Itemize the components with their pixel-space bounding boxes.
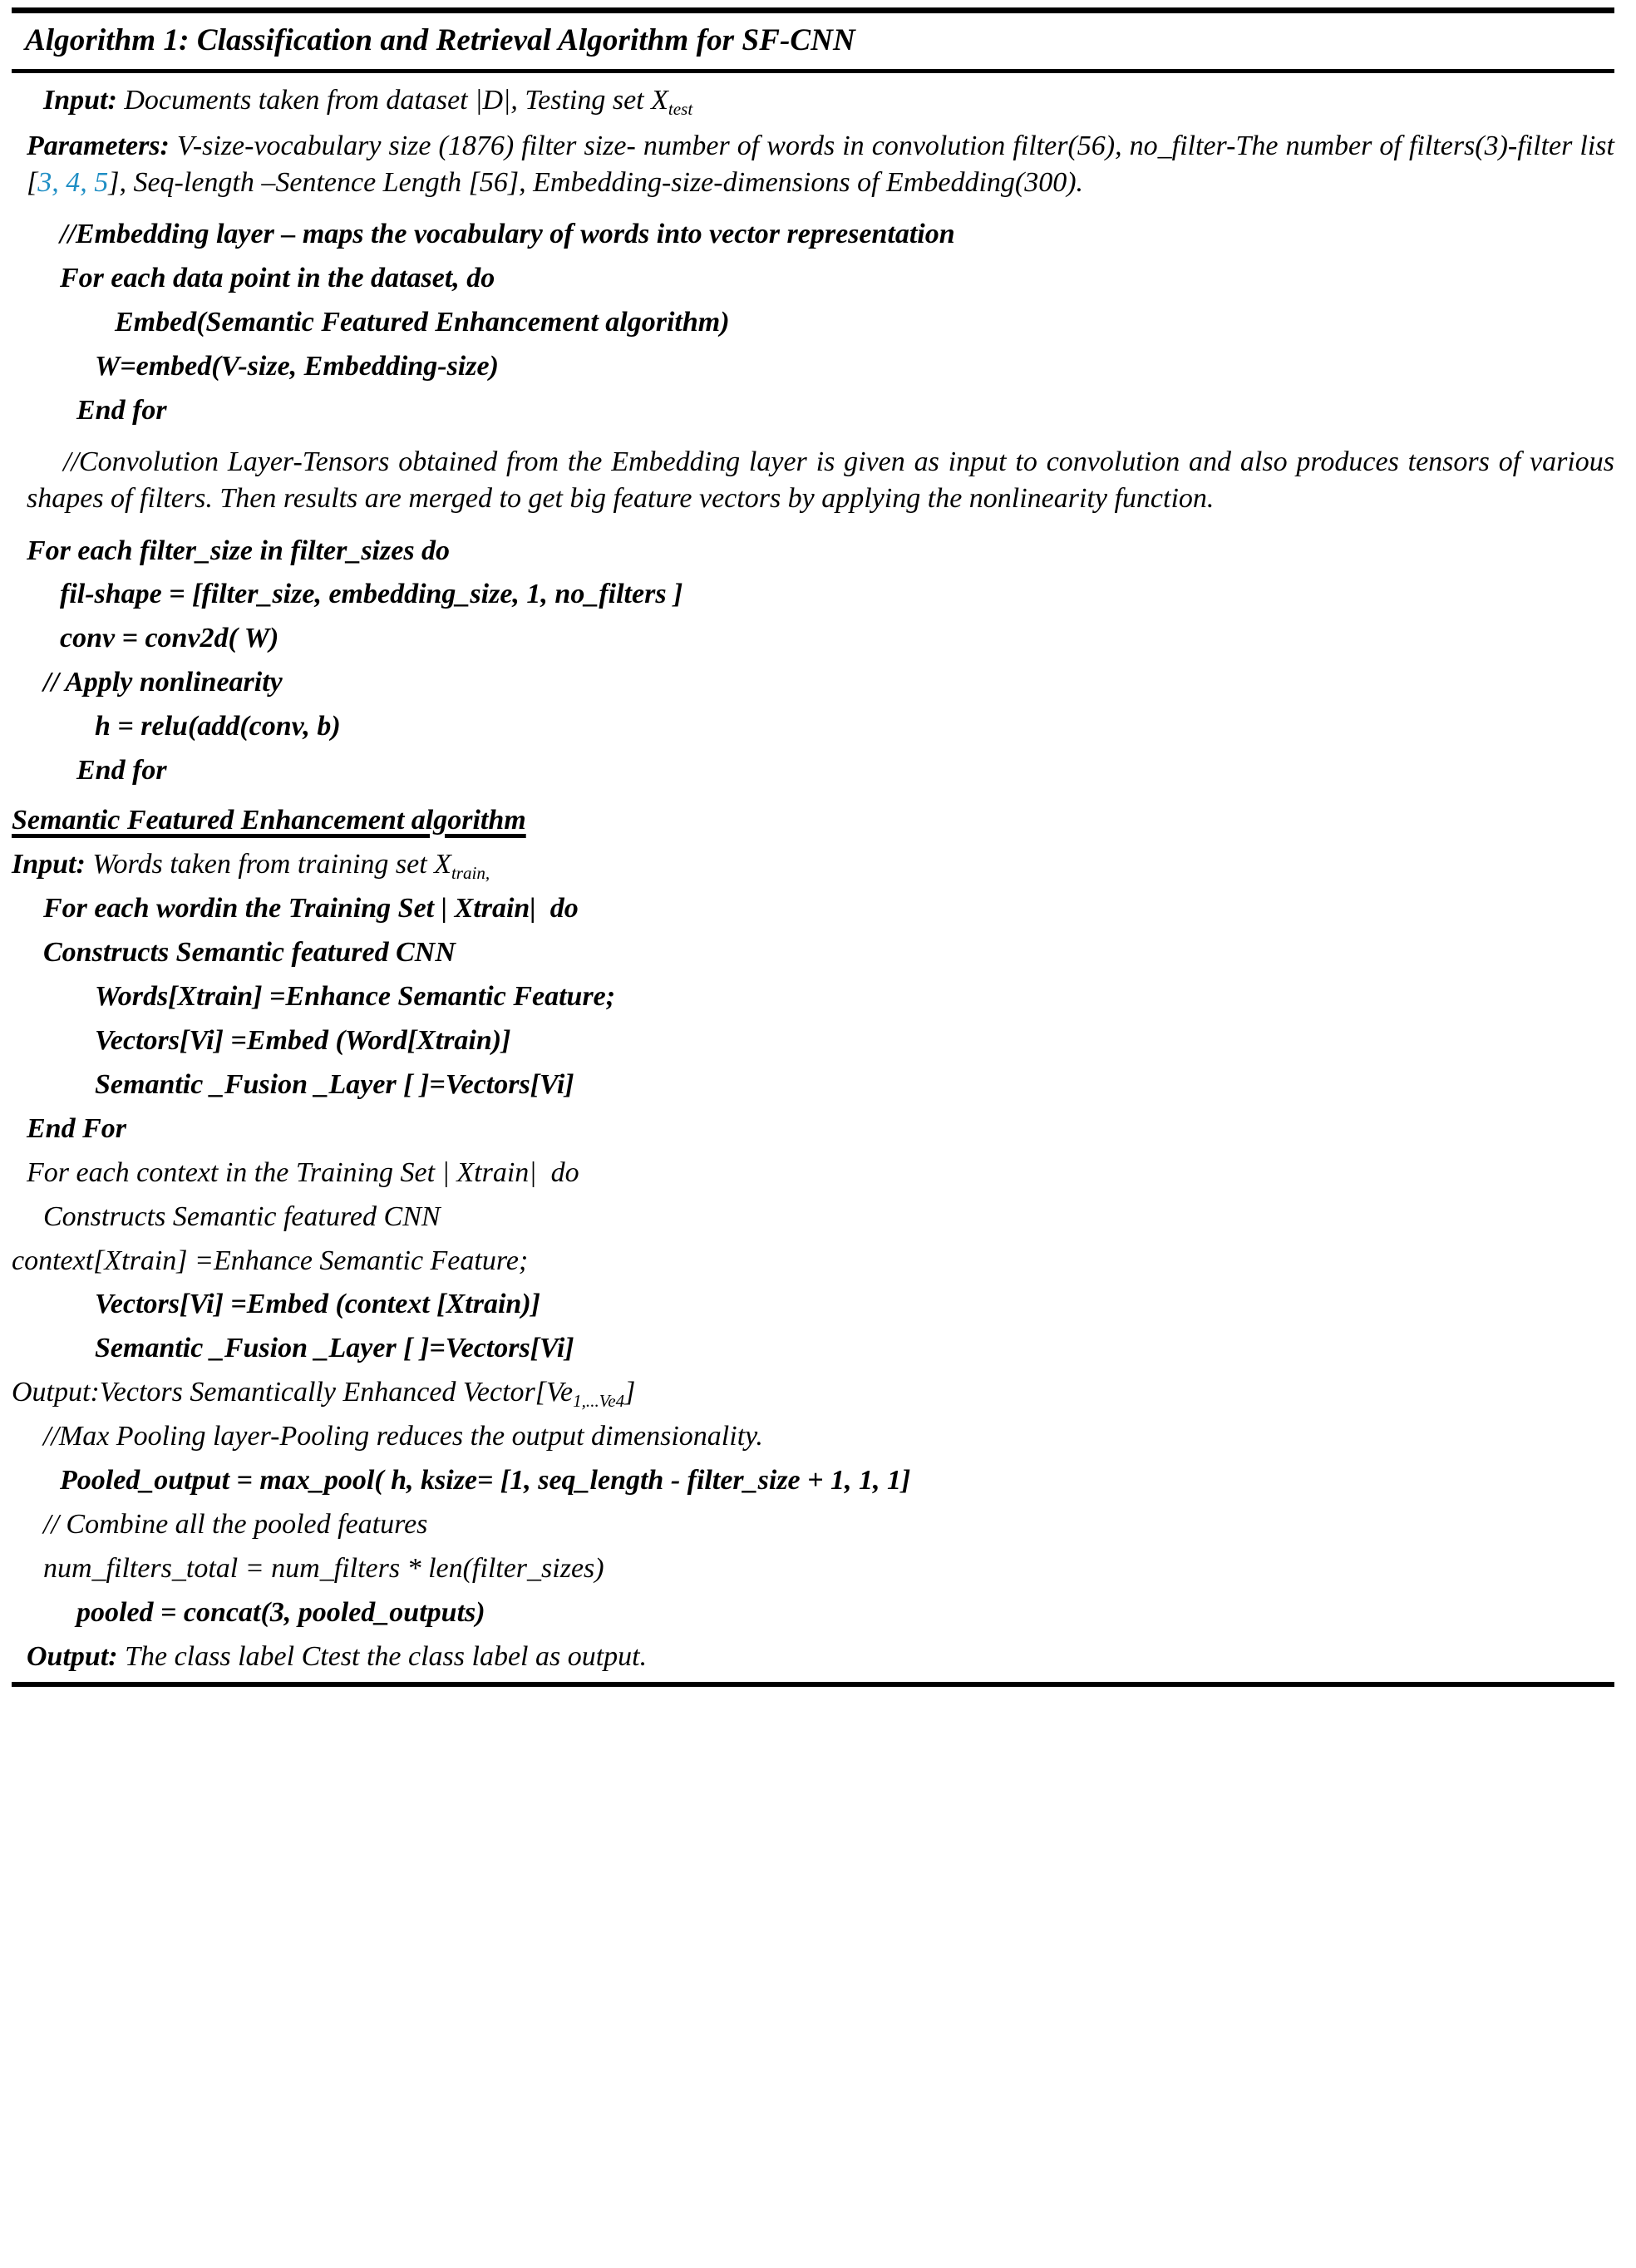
sfe-word-constructs: Constructs Semantic featured CNN — [43, 936, 456, 968]
spacer — [12, 655, 1614, 666]
spacer — [12, 1453, 1614, 1464]
spacer — [12, 73, 1614, 84]
spacer — [12, 339, 1614, 350]
final-output-line — [27, 1640, 1614, 1674]
sfe-word-for-line: For each wordin the Training Set | Xtrain| do — [43, 893, 579, 924]
spacer — [12, 1102, 1614, 1112]
sfe-input-label: Input: — [12, 849, 86, 880]
convolution-comment: //Convolution Layer-Tensors obtained from the Embedding layer is given as input to convolution and also produces tensors of various shapes of filters. Then results are merged to get big feature vectors by applying the nonlinearity function. — [27, 446, 1614, 515]
spacer — [12, 1321, 1614, 1332]
sfe-context-line: context[Xtrain] =Enhance Semantic Feature; — [12, 1245, 529, 1276]
sfe-heading-row — [12, 804, 1614, 837]
embedding-for-line: For each data point in the dataset, do — [60, 263, 495, 294]
sfe-words-line: Words[Xtrain] =Enhance Semantic Feature; — [95, 980, 616, 1012]
sfe-output-text-before: Output:Vectors Semantically Enhanced Vector[Ve — [12, 1377, 574, 1408]
sfe-input-line — [12, 848, 1614, 881]
sfe-output-line — [12, 1376, 1614, 1412]
spacer — [12, 1234, 1614, 1245]
final-output-text: The class label Ctest the class label as output. — [117, 1640, 648, 1672]
spacer — [12, 251, 1614, 262]
convolution-end-for: End for — [76, 755, 167, 786]
embedding-layer-comment: //Embedding layer – maps the vocabulary of words into vector representation — [60, 219, 955, 250]
embedding-end-for: End for — [76, 395, 167, 426]
spacer — [12, 1585, 1614, 1596]
sfe-input-text: Words taken from training set X — [85, 849, 451, 880]
spacer — [12, 1190, 1614, 1201]
relu-line: h = relu(add(conv, b) — [95, 711, 341, 742]
final-output-label: Output: — [27, 1640, 118, 1672]
parameters-label: Parameters: — [27, 131, 170, 162]
algorithm-title: Algorithm 1: Classification and Retrieval Algorithm for SF-CNN — [25, 23, 855, 57]
top-rule — [12, 7, 1614, 13]
embedding-w-line: W=embed(V-size, Embedding-size) — [95, 351, 499, 382]
sfe-output-sub2: ...Ve4 — [585, 1391, 625, 1412]
input-subscript: test — [668, 98, 693, 119]
sfe-word-fusion-line: Semantic _Fusion _Layer [ ]=Vectors[Vi] — [95, 1068, 574, 1100]
bottom-rule — [12, 1682, 1614, 1687]
spacer — [12, 1365, 1614, 1376]
sfe-input-subscript: train, — [451, 862, 490, 883]
spacer — [12, 787, 1614, 804]
spacer — [12, 518, 1614, 535]
sfe-context-vectors-line: Vectors[Vi] =Embed (context [Xtrain)] — [95, 1289, 540, 1320]
spacer — [12, 1409, 1614, 1420]
spacer — [12, 1146, 1614, 1156]
spacer — [12, 925, 1614, 936]
spacer — [12, 837, 1614, 848]
input-line — [43, 84, 1614, 117]
spacer — [12, 611, 1614, 622]
sfe-context-constructs: Constructs Semantic featured CNN — [43, 1201, 441, 1232]
filter-list-values: 3, 4, 5 — [37, 167, 109, 199]
algorithm-block — [0, 7, 1636, 1687]
spacer — [12, 427, 1614, 444]
spacer — [12, 201, 1614, 218]
parameters-paragraph — [27, 128, 1614, 201]
parameters-text-before: V-size-vocabulary size (1876) filter size- number of words in convolution filter(56), no_filter-The number of filters(3)-filter list [ — [27, 131, 1614, 199]
convolution-for-line: For each filter_size in filter_sizes do — [27, 535, 451, 566]
sfe-context-for-line: For each context in the Training Set | Xtrain| do — [27, 1156, 579, 1188]
spacer — [12, 295, 1614, 306]
spacer — [12, 1013, 1614, 1024]
pooled-output-line: Pooled_output = max_pool( h, ksize= [1, seq_length - filter_size + 1, 1, 1] — [60, 1465, 911, 1496]
sfe-context-fusion-line: Semantic _Fusion _Layer [ ]=Vectors[Vi] — [95, 1333, 574, 1364]
num-filters-total-line: num_filters_total = num_filters * len(filter_sizes) — [43, 1553, 604, 1585]
spacer — [12, 567, 1614, 578]
embedding-embed-line: Embed(Semantic Featured Enhancement algorithm) — [115, 307, 730, 338]
parameters-text-after: ], Seq-length –Sentence Length [56], Embedding-size-dimensions of Embedding(300). — [108, 167, 1084, 199]
spacer — [12, 1277, 1614, 1288]
sfe-output-sub1: 1, — [573, 1391, 586, 1412]
fil-shape-line: fil-shape = [filter_size, embedding_size, 1, no_filters ] — [60, 579, 683, 610]
sfe-heading: Semantic Featured Enhancement algorithm — [12, 805, 526, 836]
spacer — [12, 1497, 1614, 1508]
pooled-concat-line: pooled = concat(3, pooled_outputs) — [76, 1597, 485, 1628]
spacer — [12, 969, 1614, 980]
combine-pooled-comment: // Combine all the pooled features — [43, 1509, 428, 1541]
conv-line: conv = conv2d( W) — [60, 623, 279, 654]
sfe-word-vectors-line: Vectors[Vi] =Embed (Word[Xtrain)] — [95, 1024, 511, 1056]
spacer — [12, 383, 1614, 394]
spacer — [12, 881, 1614, 892]
sfe-output-text-after: ] — [624, 1377, 636, 1408]
spacer — [12, 699, 1614, 710]
spacer — [12, 1058, 1614, 1068]
spacer — [12, 1541, 1614, 1552]
spacer — [12, 743, 1614, 754]
input-label: Input: — [43, 85, 117, 116]
input-text: Documents taken from dataset |D|, Testing set X — [116, 85, 668, 116]
spacer — [12, 1630, 1614, 1640]
spacer — [12, 117, 1614, 128]
sfe-word-end-for: End For — [27, 1112, 126, 1144]
max-pooling-comment: //Max Pooling layer-Pooling reduces the output dimensionality. — [43, 1421, 763, 1452]
apply-nonlinearity-comment: // Apply nonlinearity — [43, 667, 283, 698]
